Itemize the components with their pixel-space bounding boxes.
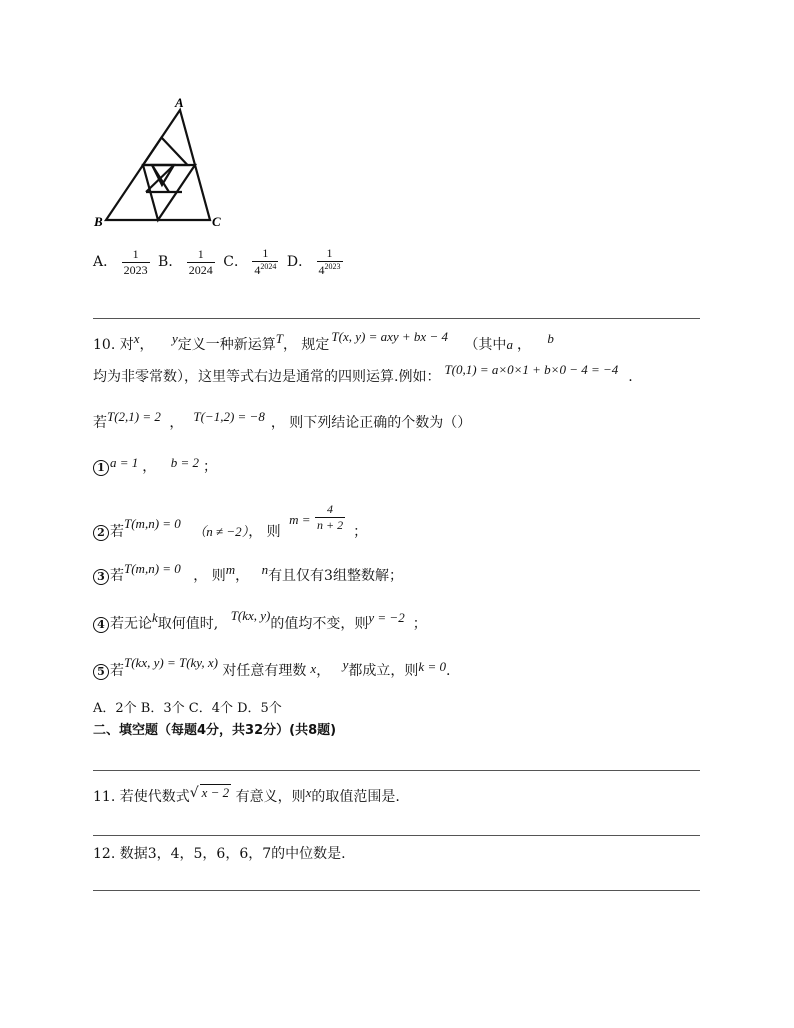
fraction: $\frac{1}{4^{2023}}$: [318, 246, 341, 277]
fraction: $\frac{1}{2024}$: [188, 246, 213, 277]
fraction: $\frac{1}{2023}$: [123, 246, 148, 277]
section-title: 二、填空题（每题4分，共32分）(共8题): [93, 723, 337, 738]
q11: 11. 若使代数式√ x − 2 有意义，则x的取值范围是.: [93, 785, 400, 805]
circled-number: 2: [93, 525, 109, 541]
circled-number: 1: [93, 460, 109, 476]
fraction: $\frac{4}{n + 2}$: [316, 502, 344, 532]
statement-1: 1 a = 1 ， b = 2 ；: [93, 456, 217, 476]
q9-options: [93, 246, 343, 278]
circled-number: 4: [93, 617, 109, 633]
q10-line3: 若T(2,1) = 2 ， T(−1,2) = −8 ， 则下列结论正确的个数为（）: [93, 409, 472, 431]
statement-4: 4 若无论k取何值时, T(kx, y)的值均不变，则y = −2 ；: [93, 613, 427, 633]
vertex-label-c: C: [212, 214, 221, 229]
q12: 12. 数据3，4，5，6，6，7的中位数是.: [93, 846, 346, 862]
q9-option-c[interactable]: C． $\frac{1}{4^{2024}}$: [223, 246, 277, 277]
statement-2: 2 若T(m,n) = 0 （n ≠ −2）， 则 m = $\frac{4}{n + 2}$ ；: [93, 494, 367, 525]
inner-triangle-upper: [143, 138, 188, 166]
divider: [93, 318, 700, 319]
q10-options: A．2个 B．3个 C．4个 D．5个: [93, 701, 282, 716]
statement-3: 3 若T(m,n) = 0 ， 则m， n有且仅有3组整数解；: [93, 565, 403, 585]
statement-5: 5 若T(kx, y) = T(ky, x) 对任意有理数 x， y都成立，则k = 0.: [93, 660, 450, 680]
nested-triangles-figure: [90, 92, 240, 232]
circled-number: 5: [93, 664, 109, 680]
q10-line1: 10. 对x， y定义一种新运算T， 规定T(x, y) = axy + bx − 4 （其中a ， b: [93, 329, 554, 353]
q10-line2: 均为非零常数），这里等式右边是通常的四则运算.例如： T(0,1) = a×0×1 + b×0 − 4 = −4 .: [93, 362, 633, 385]
divider: [93, 835, 700, 836]
q9-option-d[interactable]: D． $\frac{1}{4^{2023}}$: [286, 246, 341, 277]
divider: [93, 770, 700, 771]
circled-number: 3: [93, 569, 109, 585]
vertex-label-b: B: [94, 214, 103, 229]
divider: [93, 890, 700, 891]
q9-option-b[interactable]: B． $\frac{1}{2024}$: [158, 246, 213, 277]
vertex-label-a: A: [175, 95, 184, 110]
q9-option-a[interactable]: A． $\frac{1}{2023}$: [93, 246, 148, 277]
radical: x − 2: [201, 785, 230, 800]
fraction: $\frac{1}{4^{2024}}$: [254, 246, 277, 277]
